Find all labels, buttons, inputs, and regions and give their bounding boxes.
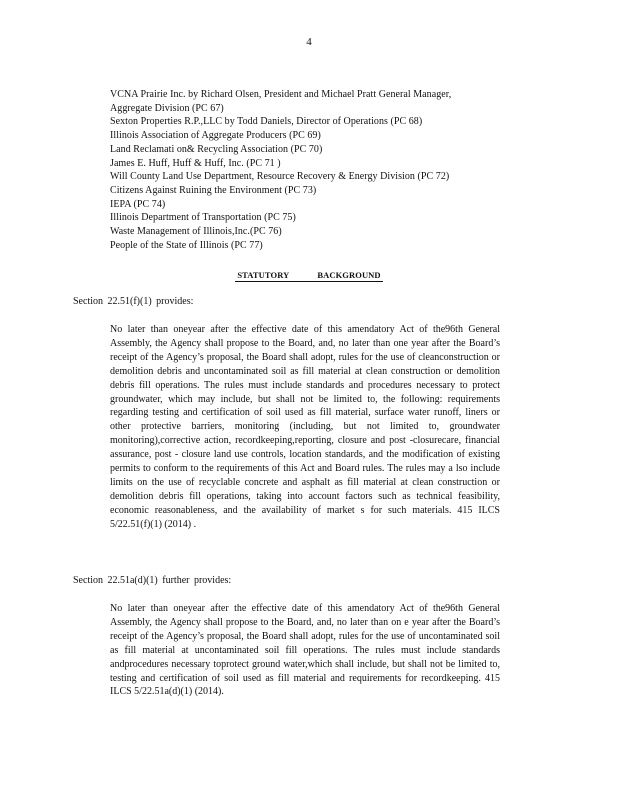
appearance-line: Sexton Properties R.P.,LLC by Todd Daniels, Director of Operations (PC 68) xyxy=(110,116,423,128)
appearance-line: IEPA (PC 74) xyxy=(110,198,166,210)
section-intro-2: Section 22.51a(d)(1) further provides: xyxy=(73,575,232,586)
appearance-line: Waste Management of Illinois,Inc.(PC 76) xyxy=(110,226,282,238)
appearance-line: People of the State of Illinois (PC 77) xyxy=(110,239,263,251)
appearance-line: Illinois Department of Transportation (PC 75) xyxy=(110,212,296,224)
page-number: 4 xyxy=(306,36,312,48)
appearance-line: Illinois Association of Aggregate Producers (PC 69) xyxy=(110,130,321,142)
section-intro-1: Section 22.51(f)(1) provides: xyxy=(73,296,194,307)
appearance-line: Land Reclamati on& Recycling Association (PC 70) xyxy=(110,143,323,155)
statute-quote-2: No later than oneyear after the effective date of this amendatory Act of the96th General Assembly, the Agency shall propose to the Board, and, no later than on e year after the Board’s receipt of the Agency’s proposal, the Board shall adopt, rules for the use of uncontaminated soil as fill material at uncontaminated soil fill operations. The rules must include standards andprocedures necessary toprotect ground water,which shall include, but shall not be limited to, testing and certification of soil used as fill material and requirements for recordkeeping. 415 ILCS 5/22.51a(d)(1) (2014). xyxy=(110,603,500,698)
section-heading xyxy=(0,270,618,280)
section-heading-text: STATUTORY BACKGROUND xyxy=(237,270,381,280)
appearance-line: Aggregate Division (PC 67) xyxy=(110,102,224,114)
appearances-list xyxy=(110,88,530,252)
appearance-line: VCNA Prairie Inc. by Richard Olsen, President and Michael Pratt General Manager, xyxy=(110,89,452,100)
appearance-line: James E. Huff, Huff & Huff, Inc. (PC 71 ) xyxy=(110,157,281,169)
appearance-line: Citizens Against Ruining the Environment (PC 73) xyxy=(110,184,317,196)
appearance-line: Will County Land Use Department, Resource Recovery & Energy Division (PC 72) xyxy=(110,171,450,183)
statute-quote-1: No later than oneyear after the effective date of this amendatory Act of the96th General Assembly, the Agency shall propose to the Board, and, no later than one year after the Board’s receipt of the Agency’s proposal, the Board shall adopt, rules for the use of cleanconstruction or demolition debris and uncontaminated soil as fill material at clean construction or demolition debris fill operations. The rules must include standards and procedures necessary to protect groundwater, which may include, but shall not be limited to, the following: requirements regarding testing and certification of soil used as fill material, surface water runoff, liners or other protective barriers, monitoring (including, but not limited to, groundwater monitoring),corrective action, recordkeeping,reporting, closure and post -closurecare, financial assurance, post - closure land use controls, location standards, and the modification of existing permits to conform to the requirements of this Act and Board rules. The rules may a lso include limits on the use of recyclable concrete and asphalt as fill material at clean construction or demolition debris fill operations, taking into account factors such as technical feasibility, economic reasonableness, and the availability of market s for such materials. 415 ILCS 5/22.51(f)(1) (2014) . xyxy=(110,324,500,530)
